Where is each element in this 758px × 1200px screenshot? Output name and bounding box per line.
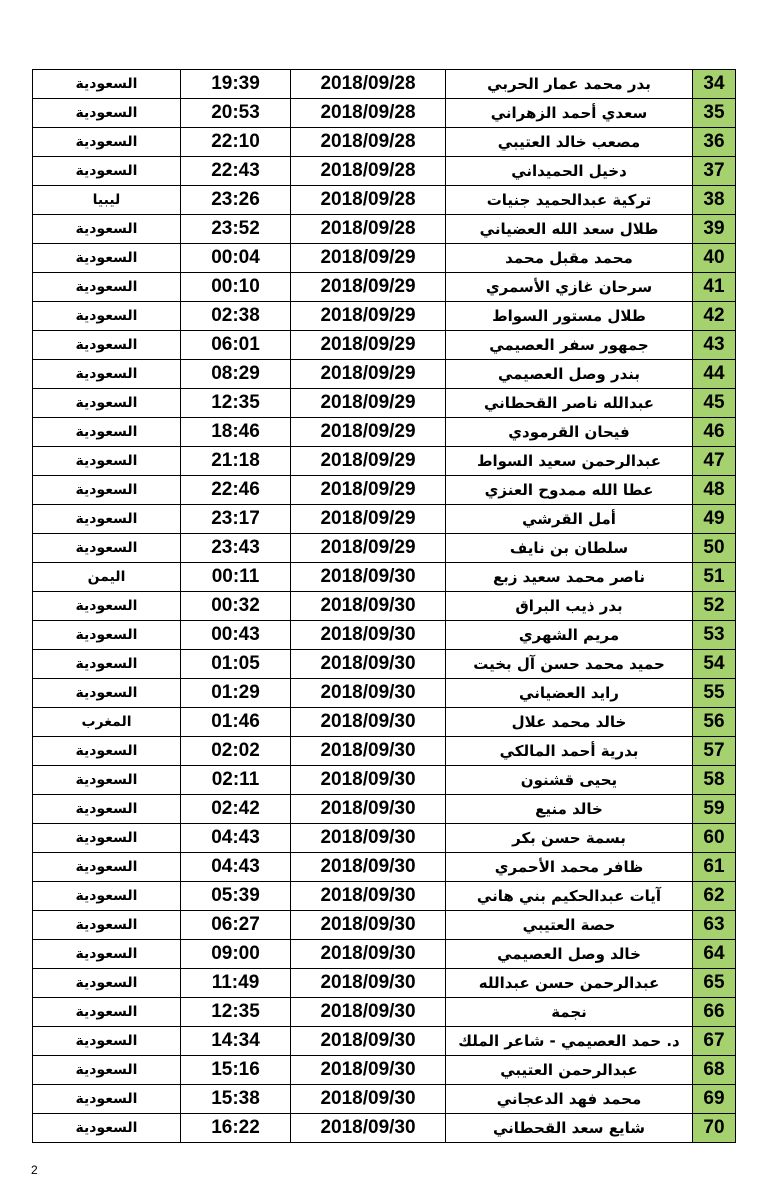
country-cell: السعودية (33, 1114, 181, 1143)
row-number-cell: 63 (693, 911, 736, 940)
row-number-cell: 61 (693, 853, 736, 882)
row-number-cell: 67 (693, 1027, 736, 1056)
table-row (33, 331, 736, 360)
date-cell: 2018/09/30 (291, 824, 446, 853)
table-row (33, 650, 736, 679)
name-cell: حميد محمد حسن آل بخيت (446, 650, 693, 679)
row-number-cell: 69 (693, 1085, 736, 1114)
country-cell: السعودية (33, 389, 181, 418)
row-number-cell: 50 (693, 534, 736, 563)
name-cell: طلال سعد الله العضياني (446, 215, 693, 244)
date-cell: 2018/09/28 (291, 70, 446, 99)
row-number-cell: 43 (693, 331, 736, 360)
country-cell: السعودية (33, 505, 181, 534)
row-number-cell: 62 (693, 882, 736, 911)
table-row (33, 1114, 736, 1143)
table-row (33, 99, 736, 128)
country-cell: السعودية (33, 911, 181, 940)
name-cell: فيحان القرمودي (446, 418, 693, 447)
table-row (33, 186, 736, 215)
time-cell: 16:22 (181, 1114, 291, 1143)
row-number-cell: 60 (693, 824, 736, 853)
table-row (33, 273, 736, 302)
name-cell: نجمة (446, 998, 693, 1027)
name-cell: بدر محمد عمار الحربي (446, 70, 693, 99)
name-cell: خالد منيع (446, 795, 693, 824)
name-cell: د. حمد العصيمي - شاعر الملك (446, 1027, 693, 1056)
country-cell: السعودية (33, 853, 181, 882)
time-cell: 09:00 (181, 940, 291, 969)
name-cell: عبدالله ناصر القحطاني (446, 389, 693, 418)
date-cell: 2018/09/30 (291, 1114, 446, 1143)
entries-table (32, 69, 736, 1143)
country-cell: السعودية (33, 679, 181, 708)
time-cell: 02:02 (181, 737, 291, 766)
table-row (33, 621, 736, 650)
name-cell: بدر ذيب البراق (446, 592, 693, 621)
name-cell: خالد محمد علال (446, 708, 693, 737)
country-cell: السعودية (33, 157, 181, 186)
time-cell: 06:01 (181, 331, 291, 360)
time-cell: 01:05 (181, 650, 291, 679)
time-cell: 12:35 (181, 998, 291, 1027)
country-cell: السعودية (33, 737, 181, 766)
name-cell: رايد العضياني (446, 679, 693, 708)
country-cell: السعودية (33, 795, 181, 824)
date-cell: 2018/09/29 (291, 273, 446, 302)
row-number-cell: 65 (693, 969, 736, 998)
time-cell: 22:43 (181, 157, 291, 186)
time-cell: 02:11 (181, 766, 291, 795)
country-cell: السعودية (33, 128, 181, 157)
name-cell: تركية عبدالحميد جنيات (446, 186, 693, 215)
country-cell: السعودية (33, 70, 181, 99)
row-number-cell: 64 (693, 940, 736, 969)
table-row (33, 157, 736, 186)
row-number-cell: 52 (693, 592, 736, 621)
table-row (33, 418, 736, 447)
row-number-cell: 38 (693, 186, 736, 215)
country-cell: السعودية (33, 882, 181, 911)
time-cell: 23:52 (181, 215, 291, 244)
row-number-cell: 70 (693, 1114, 736, 1143)
name-cell: خالد وصل العصيمي (446, 940, 693, 969)
country-cell: السعودية (33, 1056, 181, 1085)
name-cell: سلطان بن نايف (446, 534, 693, 563)
table-row (33, 940, 736, 969)
date-cell: 2018/09/30 (291, 1085, 446, 1114)
table-row (33, 766, 736, 795)
country-cell: السعودية (33, 447, 181, 476)
country-cell: السعودية (33, 824, 181, 853)
date-cell: 2018/09/28 (291, 186, 446, 215)
table-row (33, 911, 736, 940)
country-cell: المغرب (33, 708, 181, 737)
name-cell: جمهور سفر العصيمي (446, 331, 693, 360)
time-cell: 12:35 (181, 389, 291, 418)
date-cell: 2018/09/30 (291, 708, 446, 737)
name-cell: دخيل الحميداني (446, 157, 693, 186)
time-cell: 22:10 (181, 128, 291, 157)
table-row (33, 302, 736, 331)
date-cell: 2018/09/29 (291, 331, 446, 360)
country-cell: السعودية (33, 273, 181, 302)
country-cell: السعودية (33, 621, 181, 650)
name-cell: ناصر محمد سعيد زبع (446, 563, 693, 592)
time-cell: 05:39 (181, 882, 291, 911)
time-cell: 23:17 (181, 505, 291, 534)
row-number-cell: 47 (693, 447, 736, 476)
row-number-cell: 48 (693, 476, 736, 505)
row-number-cell: 42 (693, 302, 736, 331)
page-number: 2 (31, 1163, 38, 1177)
name-cell: ظافر محمد الأحمري (446, 853, 693, 882)
name-cell: مريم الشهري (446, 621, 693, 650)
table-row (33, 882, 736, 911)
time-cell: 00:43 (181, 621, 291, 650)
time-cell: 23:43 (181, 534, 291, 563)
date-cell: 2018/09/30 (291, 563, 446, 592)
row-number-cell: 59 (693, 795, 736, 824)
name-cell: حصة العتيبي (446, 911, 693, 940)
country-cell: السعودية (33, 476, 181, 505)
name-cell: سعدي أحمد الزهراني (446, 99, 693, 128)
row-number-cell: 68 (693, 1056, 736, 1085)
row-number-cell: 44 (693, 360, 736, 389)
country-cell: السعودية (33, 592, 181, 621)
country-cell: السعودية (33, 940, 181, 969)
entries-table-container (32, 69, 735, 1143)
date-cell: 2018/09/30 (291, 650, 446, 679)
date-cell: 2018/09/29 (291, 476, 446, 505)
time-cell: 08:29 (181, 360, 291, 389)
date-cell: 2018/09/29 (291, 389, 446, 418)
table-row (33, 476, 736, 505)
table-row (33, 737, 736, 766)
country-cell: السعودية (33, 1027, 181, 1056)
name-cell: بسمة حسن بكر (446, 824, 693, 853)
row-number-cell: 37 (693, 157, 736, 186)
table-row (33, 244, 736, 273)
table-row (33, 998, 736, 1027)
table-row (33, 708, 736, 737)
date-cell: 2018/09/30 (291, 911, 446, 940)
table-row (33, 1056, 736, 1085)
time-cell: 02:42 (181, 795, 291, 824)
date-cell: 2018/09/30 (291, 1027, 446, 1056)
row-number-cell: 34 (693, 70, 736, 99)
row-number-cell: 46 (693, 418, 736, 447)
date-cell: 2018/09/29 (291, 244, 446, 273)
table-row (33, 592, 736, 621)
name-cell: مصعب خالد العتيبي (446, 128, 693, 157)
date-cell: 2018/09/30 (291, 592, 446, 621)
date-cell: 2018/09/28 (291, 157, 446, 186)
row-number-cell: 49 (693, 505, 736, 534)
name-cell: سرحان غازي الأسمري (446, 273, 693, 302)
table-row (33, 563, 736, 592)
time-cell: 01:46 (181, 708, 291, 737)
table-row (33, 824, 736, 853)
country-cell: ليبيا (33, 186, 181, 215)
table-row (33, 128, 736, 157)
table-row (33, 795, 736, 824)
table-row (33, 1085, 736, 1114)
date-cell: 2018/09/29 (291, 447, 446, 476)
date-cell: 2018/09/30 (291, 882, 446, 911)
date-cell: 2018/09/30 (291, 679, 446, 708)
time-cell: 00:04 (181, 244, 291, 273)
table-row (33, 679, 736, 708)
table-row (33, 389, 736, 418)
date-cell: 2018/09/29 (291, 505, 446, 534)
row-number-cell: 53 (693, 621, 736, 650)
time-cell: 15:38 (181, 1085, 291, 1114)
country-cell: السعودية (33, 766, 181, 795)
time-cell: 02:38 (181, 302, 291, 331)
time-cell: 11:49 (181, 969, 291, 998)
name-cell: يحيى قشنون (446, 766, 693, 795)
row-number-cell: 55 (693, 679, 736, 708)
entries-table-body (33, 70, 736, 1143)
row-number-cell: 35 (693, 99, 736, 128)
date-cell: 2018/09/30 (291, 621, 446, 650)
date-cell: 2018/09/28 (291, 215, 446, 244)
country-cell: السعودية (33, 998, 181, 1027)
name-cell: محمد مقبل محمد (446, 244, 693, 273)
name-cell: شايع سعد القحطاني (446, 1114, 693, 1143)
date-cell: 2018/09/29 (291, 302, 446, 331)
name-cell: عبدالرحمن العتيبي (446, 1056, 693, 1085)
time-cell: 00:32 (181, 592, 291, 621)
country-cell: السعودية (33, 534, 181, 563)
date-cell: 2018/09/30 (291, 766, 446, 795)
date-cell: 2018/09/30 (291, 969, 446, 998)
row-number-cell: 57 (693, 737, 736, 766)
name-cell: آيات عبدالحكيم بني هاني (446, 882, 693, 911)
date-cell: 2018/09/30 (291, 1056, 446, 1085)
row-number-cell: 41 (693, 273, 736, 302)
time-cell: 18:46 (181, 418, 291, 447)
row-number-cell: 40 (693, 244, 736, 273)
country-cell: السعودية (33, 969, 181, 998)
time-cell: 04:43 (181, 824, 291, 853)
name-cell: عطا الله ممدوح العنزي (446, 476, 693, 505)
time-cell: 06:27 (181, 911, 291, 940)
date-cell: 2018/09/30 (291, 940, 446, 969)
name-cell: طلال مستور السواط (446, 302, 693, 331)
date-cell: 2018/09/28 (291, 128, 446, 157)
table-row (33, 853, 736, 882)
row-number-cell: 54 (693, 650, 736, 679)
date-cell: 2018/09/30 (291, 795, 446, 824)
time-cell: 00:11 (181, 563, 291, 592)
row-number-cell: 66 (693, 998, 736, 1027)
row-number-cell: 58 (693, 766, 736, 795)
country-cell: السعودية (33, 1085, 181, 1114)
time-cell: 20:53 (181, 99, 291, 128)
name-cell: أمل القرشي (446, 505, 693, 534)
table-row (33, 70, 736, 99)
table-row (33, 505, 736, 534)
date-cell: 2018/09/30 (291, 998, 446, 1027)
table-row (33, 534, 736, 563)
date-cell: 2018/09/28 (291, 99, 446, 128)
time-cell: 04:43 (181, 853, 291, 882)
time-cell: 21:18 (181, 447, 291, 476)
name-cell: عبدالرحمن سعيد السواط (446, 447, 693, 476)
country-cell: السعودية (33, 650, 181, 679)
time-cell: 00:10 (181, 273, 291, 302)
time-cell: 15:16 (181, 1056, 291, 1085)
row-number-cell: 45 (693, 389, 736, 418)
row-number-cell: 51 (693, 563, 736, 592)
date-cell: 2018/09/29 (291, 360, 446, 389)
country-cell: السعودية (33, 360, 181, 389)
date-cell: 2018/09/30 (291, 853, 446, 882)
time-cell: 19:39 (181, 70, 291, 99)
country-cell: اليمن (33, 563, 181, 592)
date-cell: 2018/09/29 (291, 534, 446, 563)
row-number-cell: 36 (693, 128, 736, 157)
row-number-cell: 56 (693, 708, 736, 737)
country-cell: السعودية (33, 99, 181, 128)
country-cell: السعودية (33, 244, 181, 273)
country-cell: السعودية (33, 331, 181, 360)
table-row (33, 215, 736, 244)
table-row (33, 360, 736, 389)
date-cell: 2018/09/29 (291, 418, 446, 447)
name-cell: بندر وصل العصيمي (446, 360, 693, 389)
country-cell: السعودية (33, 215, 181, 244)
date-cell: 2018/09/30 (291, 737, 446, 766)
name-cell: عبدالرحمن حسن عبدالله (446, 969, 693, 998)
country-cell: السعودية (33, 418, 181, 447)
time-cell: 22:46 (181, 476, 291, 505)
row-number-cell: 39 (693, 215, 736, 244)
name-cell: محمد فهد الدعجاني (446, 1085, 693, 1114)
table-row (33, 969, 736, 998)
time-cell: 01:29 (181, 679, 291, 708)
table-row (33, 447, 736, 476)
table-row (33, 1027, 736, 1056)
name-cell: بدرية أحمد المالكي (446, 737, 693, 766)
time-cell: 23:26 (181, 186, 291, 215)
country-cell: السعودية (33, 302, 181, 331)
time-cell: 14:34 (181, 1027, 291, 1056)
